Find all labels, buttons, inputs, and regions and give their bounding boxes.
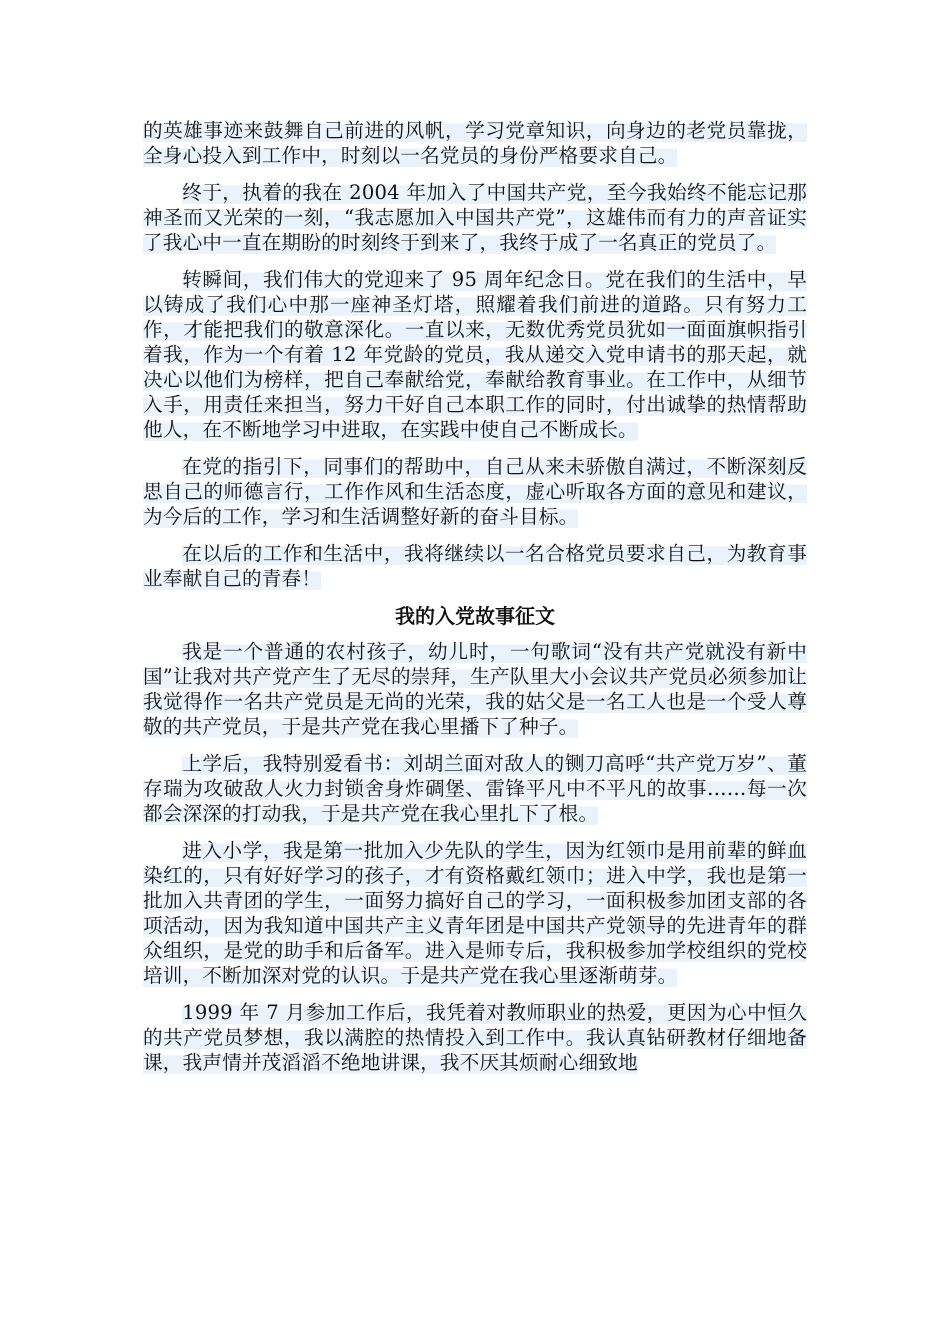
paragraph-1: 的英雄事迹来鼓舞自己前进的风帆，学习党章知识，向身边的老党员靠拢，全身心投入到工作中，时刻以一名党员的身份严格要求自己。 xyxy=(143,119,807,167)
section-heading: 我的入党故事征文 xyxy=(395,604,555,628)
paragraph-5: 在以后的工作和生活中，我将继续以一名合格党员要求自己，为教育事业奉献自己的青春！ xyxy=(143,542,807,590)
paragraph-9: 1999 年 7 月参加工作后，我凭着对教师职业的热爱，更因为心中恒久的共产党员梦想，我以满腔的热情投入到工作中。我认真钻研教材仔细地备课，我声情并茂滔滔不绝地讲课，我不厌其烦耐心细致地 xyxy=(143,1001,807,1074)
document-page xyxy=(143,118,807,1087)
paragraph-2: 终于，执着的我在 2004 年加入了中国共产党，至今我始终不能忘记那神圣而又光荣的一刻，“我志愿加入中国共产党”，这雄伟而有力的声音证实了我心中一直在期盼的时刻终于到来了，我终于成了一名真正的党员了。 xyxy=(143,181,807,254)
paragraph-8: 进入小学，我是第一批加入少先队的学生，因为红领巾是用前辈的鲜血染红的，只有好好学习的孩子，才有资格戴红领巾；进入中学，我也是第一批加入共青团的学生，一面努力搞好自己的学习，一面积极参加团支部的各项活动，因为我知道中国共产主义青年团是中国共产党领导的先进青年的群众组织，是党的助手和后备军。进入是师专后，我积极参加学校组织的党校培训，不断加深对党的认识。于是共产党在我心里逐渐萌芽。 xyxy=(143,839,807,987)
paragraph-3: 转瞬间，我们伟大的党迎来了 95 周年纪念日。党在我们的生活中，早以铸成了我们心中那一座神圣灯塔，照耀着我们前进的道路。只有努力工作，才能把我们的敬意深化。一直以来，无数优秀党员犹如一面面旗帜指引着我，作为一个有着 12 年党龄的党员，我从递交入党申请书的那天起，就决心以他们为榜样，把自己奉献给党，奉献给教育事业。在工作中，从细节入手，用责任来担当，努力干好自己本职工作的同时，付出诚挚的热情帮助他人，在不断地学习中进取，在实践中使自己不断成长。 xyxy=(143,268,807,441)
paragraph-7: 上学后，我特别爱看书：刘胡兰面对敌人的铡刀高呼“共产党万岁”、董存瑞为攻破敌人火力封锁舍身炸碉堡、雷锋平凡中不平凡的故事……每一次都会深深的打动我，于是共产党在我心里扎下了根。 xyxy=(143,752,807,825)
paragraph-4: 在党的指引下，同事们的帮助中，自己从来未骄傲自满过，不断深刻反思自己的师德言行，工作作风和生活态度，虚心听取各方面的意见和建议，为今后的工作，学习和生活调整好新的奋斗目标。 xyxy=(143,455,807,528)
paragraph-6: 我是一个普通的农村孩子，幼儿时，一句歌词“没有共产党就没有新中国”让我对共产党产生了无尽的崇拜，生产队里大小会议共产党员必须参加让我觉得作一名共产党员是无尚的光荣，我的姑父是一名工人也是一个受人尊敬的共产党员，于是共产党在我心里播下了种子。 xyxy=(143,640,807,738)
